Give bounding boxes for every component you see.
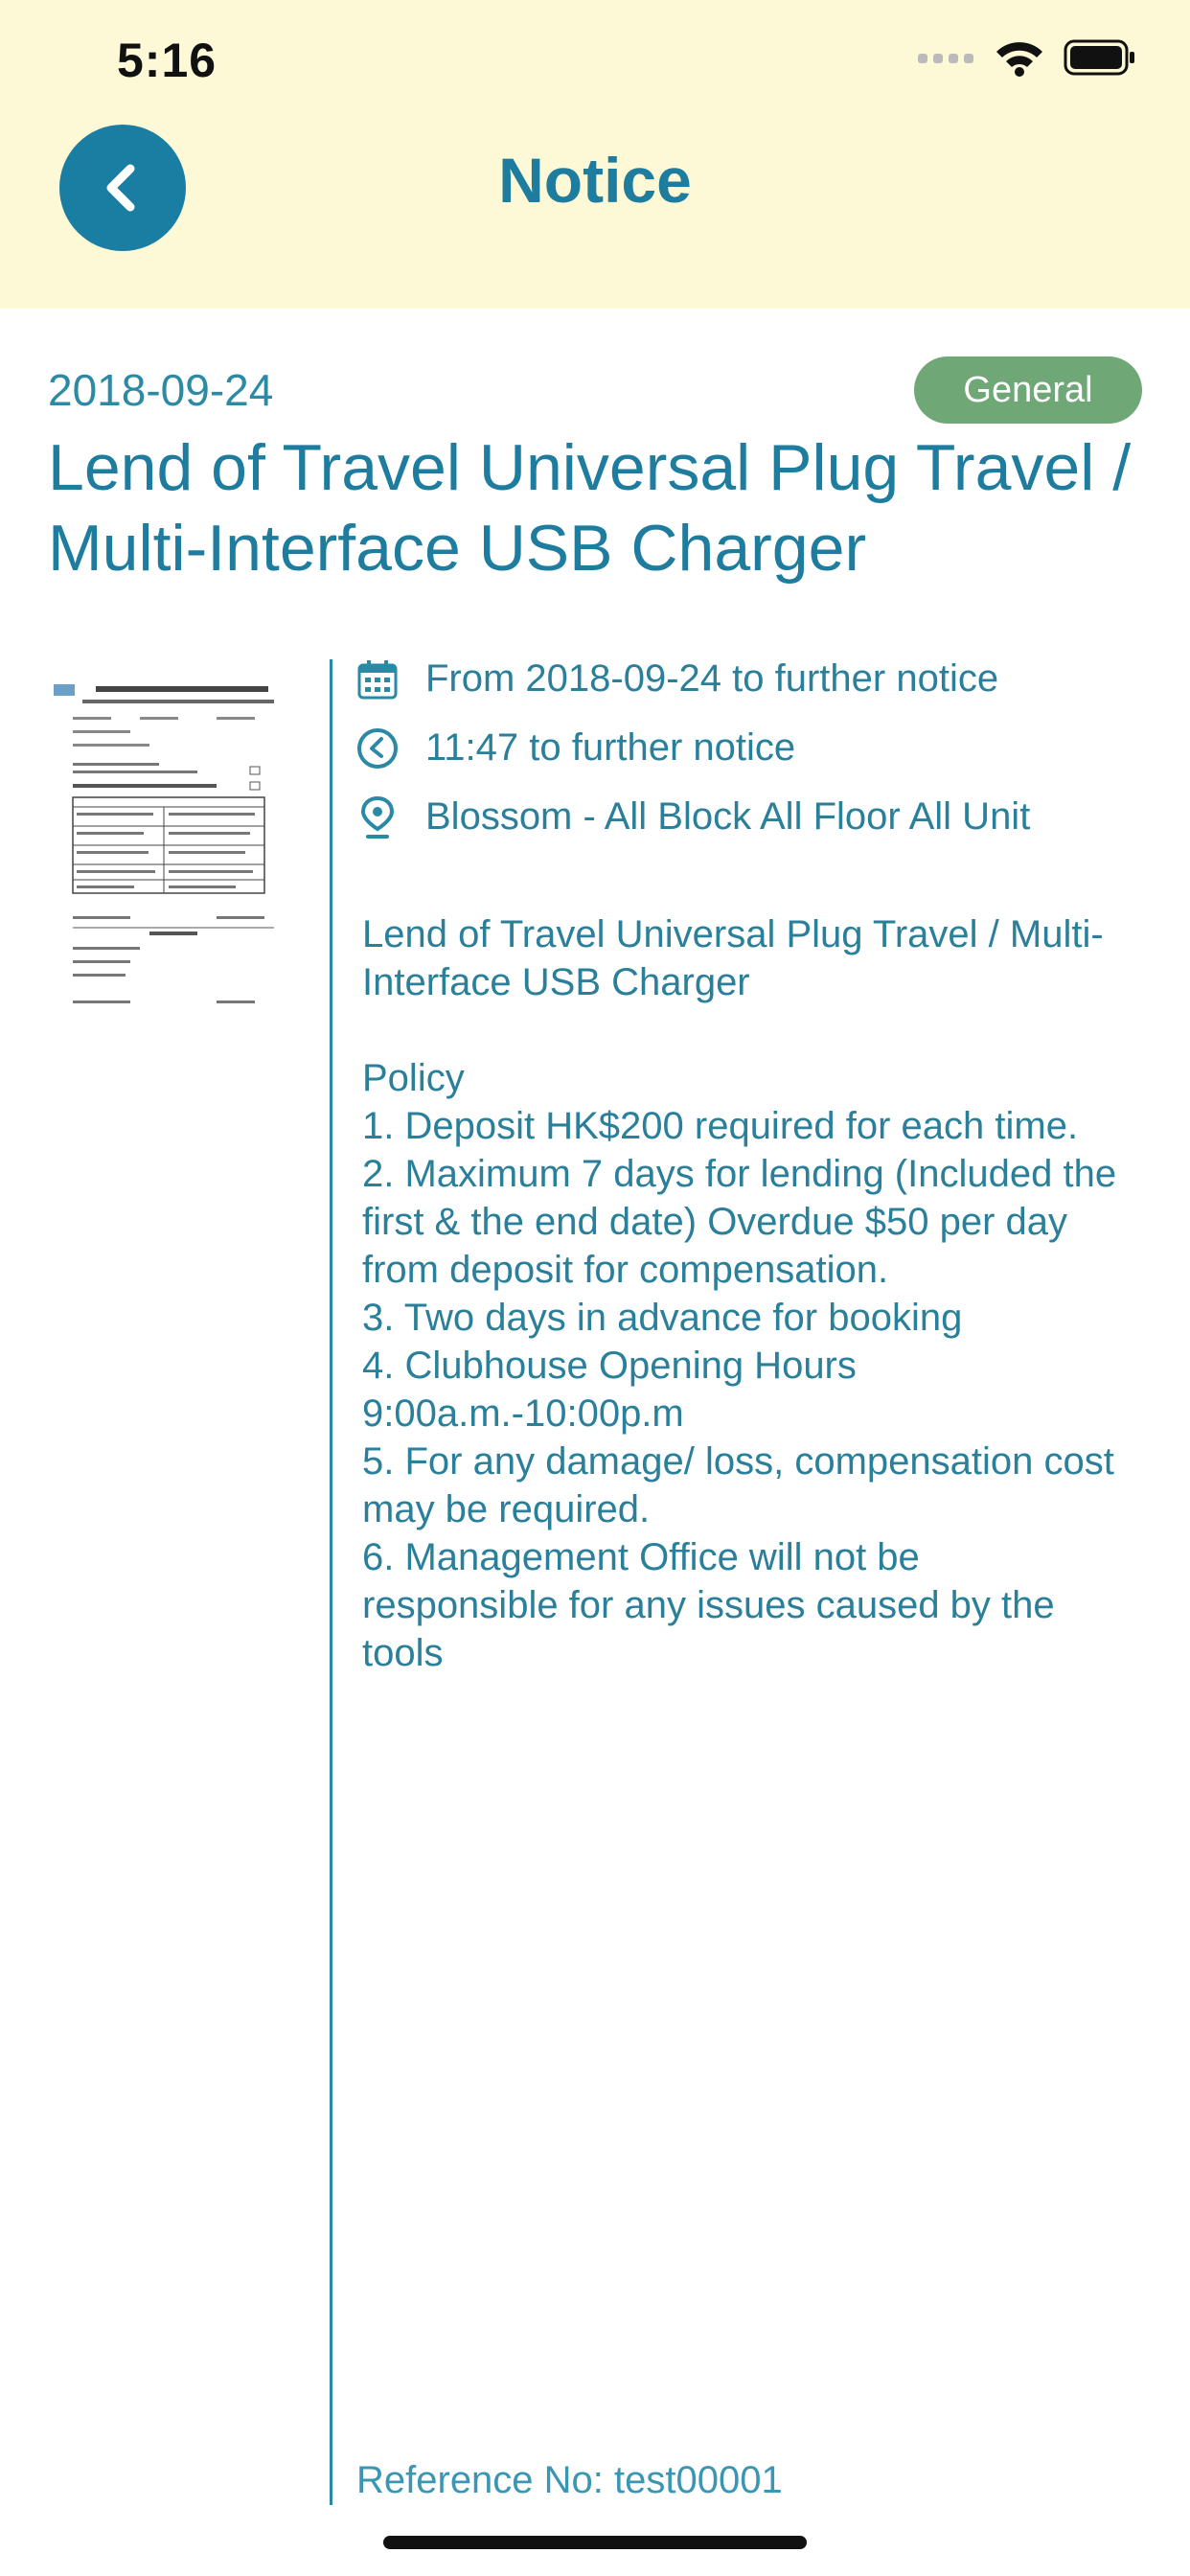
content-divider (330, 659, 332, 2505)
wifi-icon (995, 38, 1044, 77)
location-text: Blossom - All Block All Floor All Unit (425, 795, 1031, 838)
map-pin-icon (356, 796, 399, 839)
notice-date: 2018-09-24 (48, 365, 274, 415)
location-row (356, 795, 1030, 839)
reference-number: Reference No: test00001 (356, 2459, 783, 2501)
status-icons (918, 38, 1136, 77)
signal-icon (918, 50, 975, 65)
home-indicator[interactable] (383, 2536, 807, 2549)
category-badge: General (914, 356, 1142, 424)
attachment-thumbnail[interactable] (54, 675, 284, 1010)
time-row (356, 726, 795, 770)
period-row (356, 657, 998, 701)
document-thumbnail-image (54, 675, 284, 1010)
time-text: 11:47 to further notice (425, 726, 796, 769)
calendar-icon (356, 658, 399, 701)
page-title: Notice (498, 145, 692, 216)
clock-icon (356, 727, 399, 770)
period-text: From 2018-09-24 to further notice (425, 657, 999, 700)
battery-icon (1064, 39, 1136, 76)
status-time: 5:16 (117, 34, 217, 87)
notice-body: Lend of Travel Universal Plug Travel / Multi-Interface USB Charger Policy 1. Deposit HK$200 required for each time. 2. Maximum 7 days for lending (Included the first & the end date) Overdue $50 per day from deposit for compensation. 3. Two days in advance for booking 4. Clubhouse Opening Hours 9:00a.m.-10:00p.m 5. For any damage/ loss, compensation cost may be required. 6. Management Office will not be responsible for any issues caused by the tools (362, 913, 1117, 1674)
notice-title: Lend of Travel Universal Plug Travel / Multi-Interface USB Charger (48, 431, 1132, 585)
